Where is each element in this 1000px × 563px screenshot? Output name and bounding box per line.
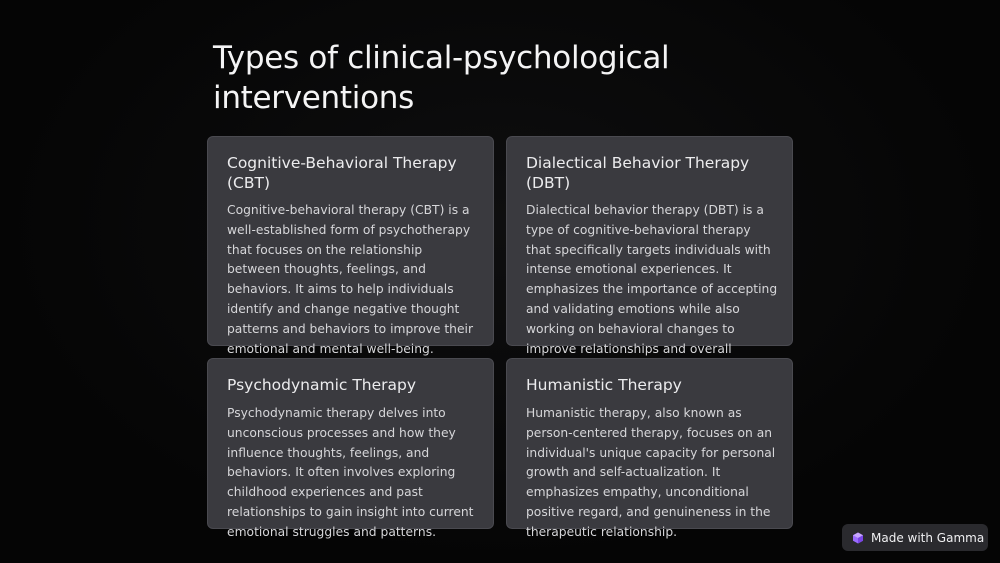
card-title: Psychodynamic Therapy bbox=[227, 376, 417, 394]
card-title: Dialectical Behavior Therapy (DBT) bbox=[526, 154, 750, 192]
card-dbt bbox=[506, 136, 793, 356]
card-psychodynamic bbox=[207, 358, 494, 539]
badge-label: Made with Gamma bbox=[871, 530, 985, 545]
card-body: Dialectical behavior therapy (DBT) is a type of cognitive-behavioral therapy that specifically targets individuals with intense emotional experiences. It emphasizes the importance of accepting and validating emotions while also working on behavioral changes to improve relationships and overall bbox=[526, 203, 778, 356]
card-title: Cognitive-Behavioral Therapy (CBT) bbox=[227, 154, 457, 192]
card-body: Humanistic therapy, also known as person-centered therapy, focuses on an individual's unique capacity for personal growth and self-actualization. It emphasizes empathy, unconditional positive regard, and genuineness in the therapeutic relationship. bbox=[526, 406, 776, 539]
card-cbt bbox=[207, 136, 494, 356]
slide-title: Types of clinical-psychological interventions bbox=[213, 40, 670, 116]
made-with-gamma-badge[interactable] bbox=[842, 524, 988, 551]
card-humanistic bbox=[506, 358, 793, 539]
card-body: Psychodynamic therapy delves into unconscious processes and how they influence thoughts, feelings, and behaviors. It often involves exploring childhood experiences and past relationships to gain insight into current emotional struggles and patterns. bbox=[227, 406, 474, 539]
card-title: Humanistic Therapy bbox=[526, 376, 682, 394]
gamma-logo-icon bbox=[852, 532, 864, 544]
card-body: Cognitive-behavioral therapy (CBT) is a well-established form of psychotherapy that focuses on the relationship between thoughts, feelings, and behaviors. It aims to help individuals identify and change negative thought patterns and behaviors to improve their emotional and mental well-being. bbox=[227, 203, 473, 356]
